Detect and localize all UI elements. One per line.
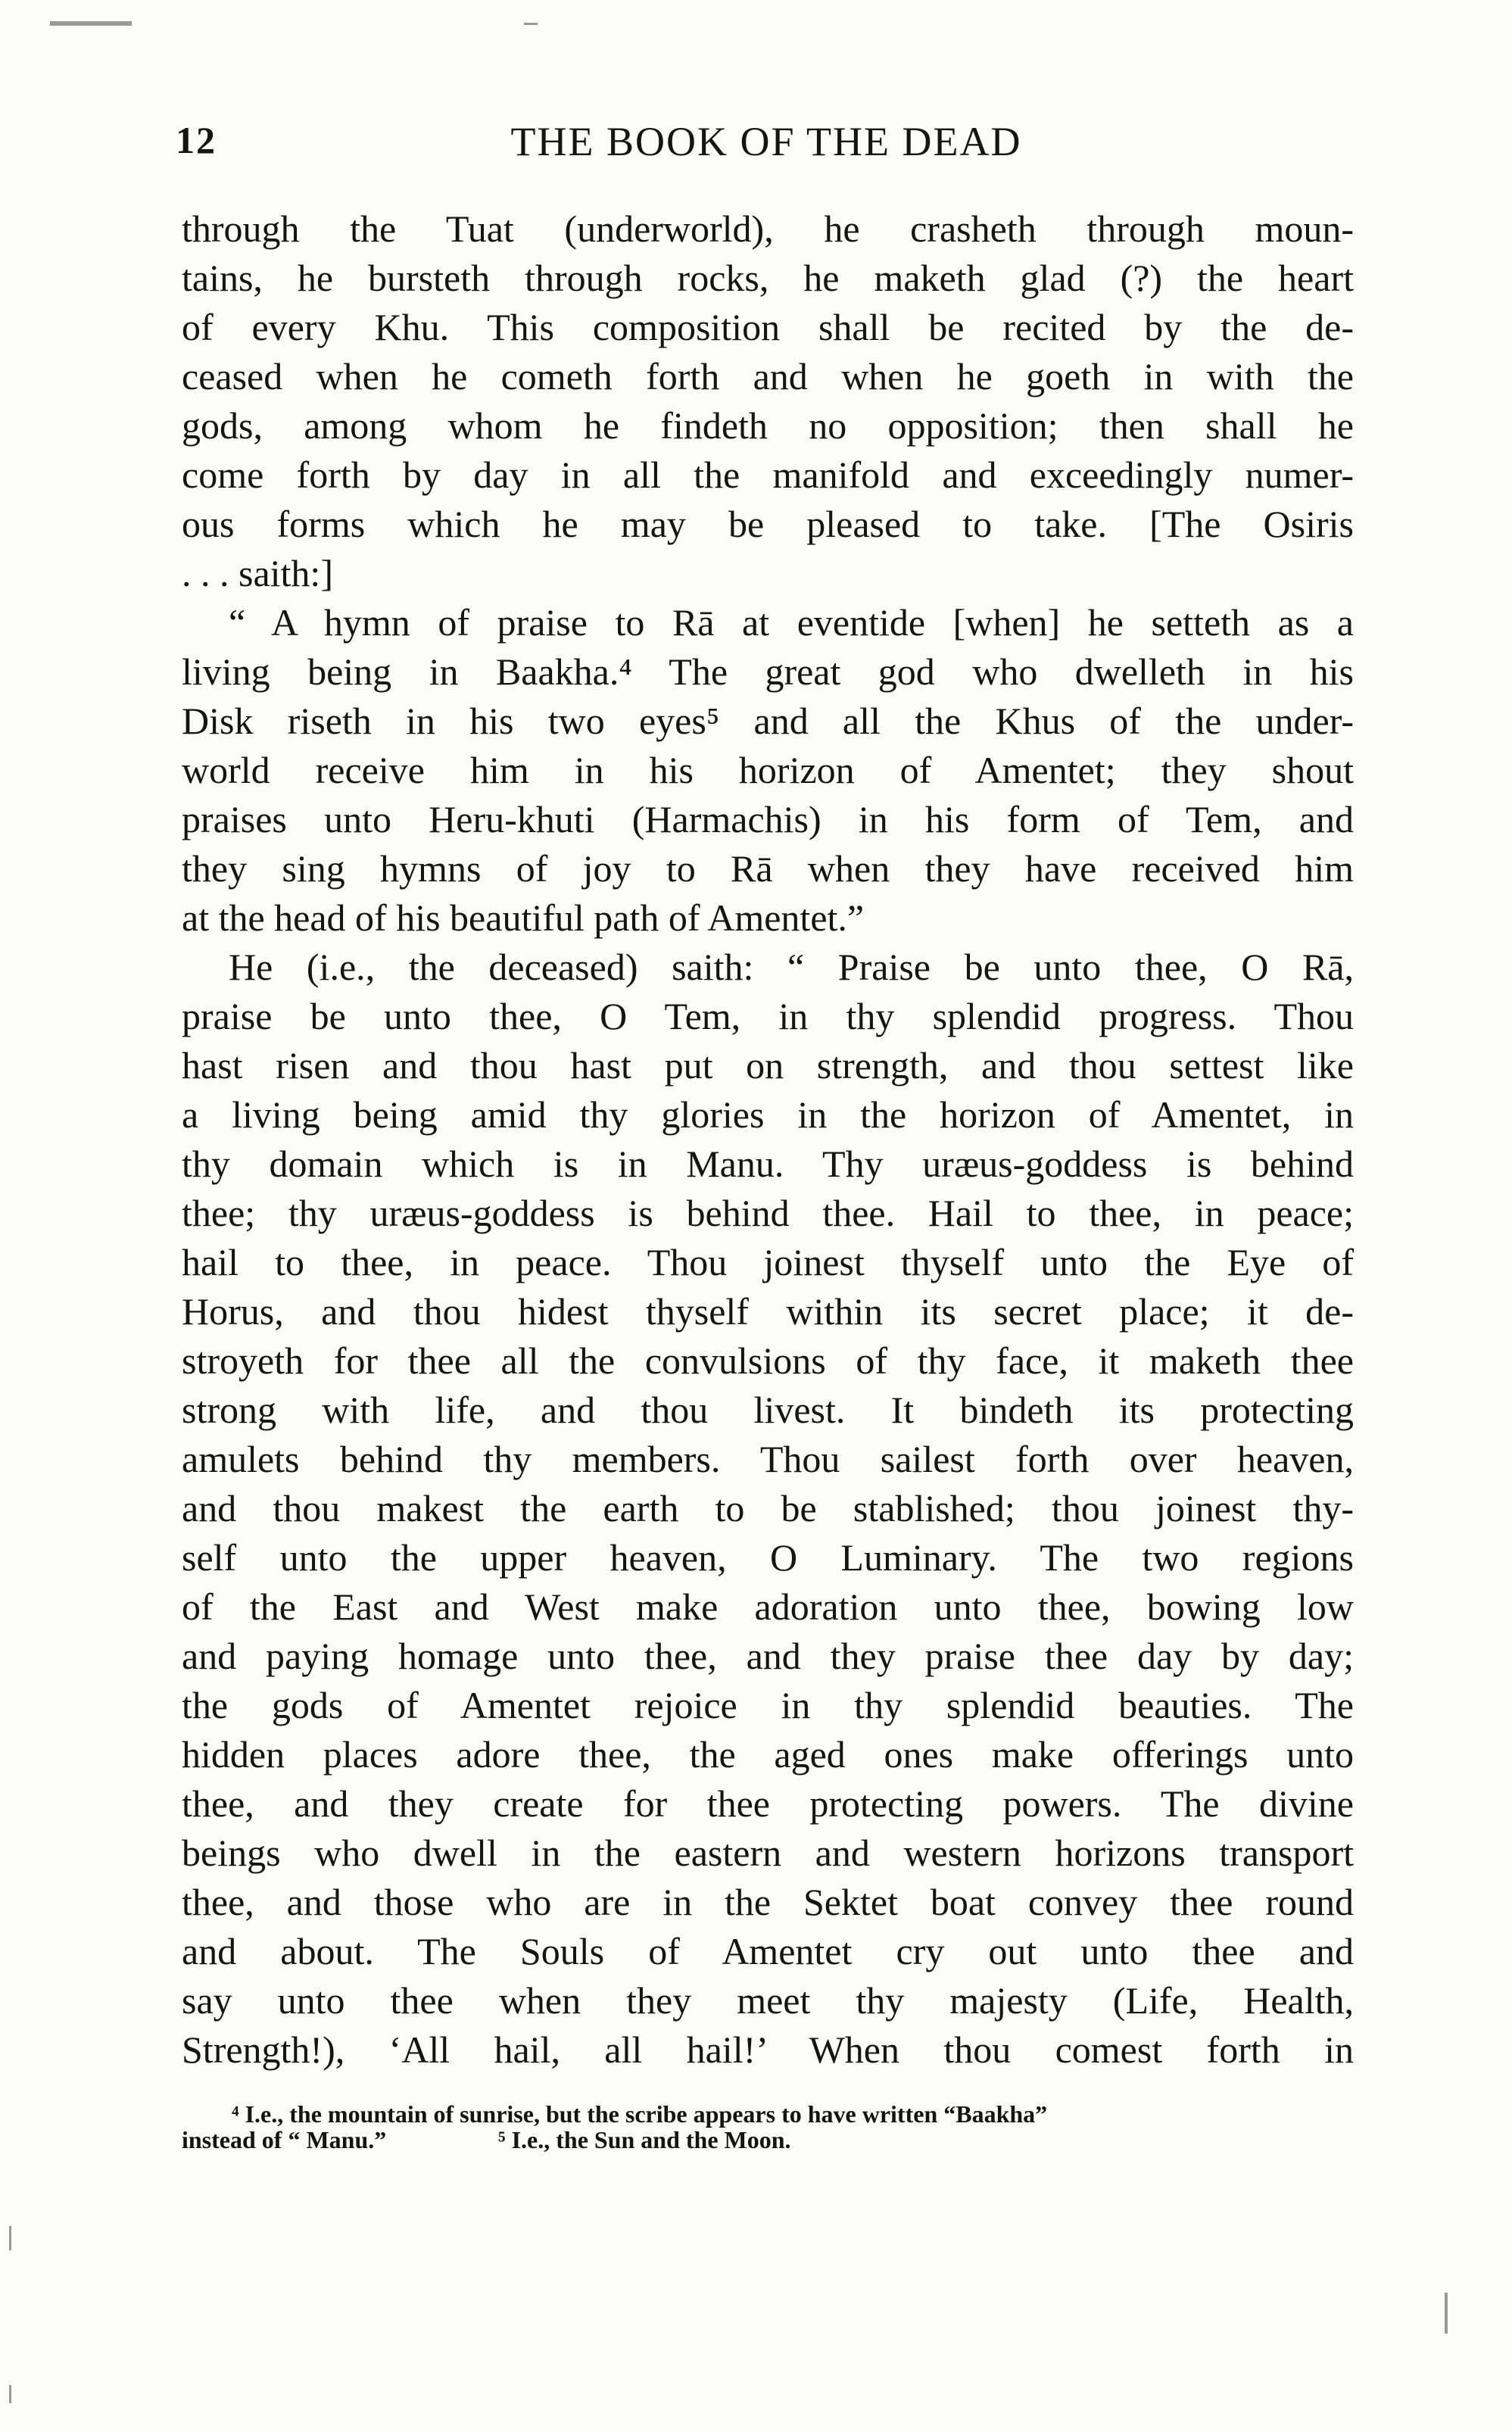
text-line: say unto thee when they meet thy majesty (Life, Health, xyxy=(182,1979,1354,2022)
text-line: thy domain which is in Manu. Thy uræus-goddess is behind xyxy=(182,1143,1354,1185)
text-line: world receive him in his horizon of Amentet; they shout xyxy=(182,749,1354,791)
text-line: praises unto Heru-khuti (Harmachis) in his form of Tem, and xyxy=(182,798,1354,840)
scan-speck xyxy=(9,2226,11,2250)
text-line: and thou makest the earth to be stablished; thou joinest thy- xyxy=(182,1487,1354,1529)
text-line: “ A hymn of praise to Rā at eventide [when] he setteth as a xyxy=(229,601,1354,644)
text-line: thee, and they create for thee protecting powers. The divine xyxy=(182,1782,1354,1825)
text-line: stroyeth for thee all the convulsions of thy face, it maketh thee xyxy=(182,1339,1354,1382)
text-line: hidden places adore thee, the aged ones make offerings unto xyxy=(182,1733,1354,1776)
text-line: ceased when he cometh forth and when he goeth in with the xyxy=(182,355,1354,398)
footnote-line xyxy=(182,2127,1354,2153)
text-line: thee; thy uræus-goddess is behind thee. Hail to thee, in peace; xyxy=(182,1192,1354,1234)
text-line: Strength!), ‘All hail, all hail!’ When thou comest forth in xyxy=(182,2028,1354,2071)
footnotes xyxy=(182,2101,1354,2153)
footnote-text: ⁵ I.e., the Sun and the Moon. xyxy=(498,2126,791,2153)
page-number: 12 xyxy=(176,119,217,161)
text-line: thee, and those who are in the Sektet boat convey thee round xyxy=(182,1881,1354,1923)
text-line: gods, among whom he findeth no opposition; then shall he xyxy=(182,404,1354,447)
text-line: hail to thee, in peace. Thou joinest thyself unto the Eye of xyxy=(182,1241,1354,1283)
text-line: the gods of Amentet rejoice in thy splendid beauties. The xyxy=(182,1684,1354,1726)
text-line: tains, he bursteth through rocks, he maketh glad (?) the heart xyxy=(182,257,1354,299)
text-line: strong with life, and thou livest. It bindeth its protecting xyxy=(182,1389,1354,1431)
text-line: at the head of his beautiful path of Amentet.” xyxy=(182,896,865,939)
text-line: living being in Baakha.⁴ The great god who dwelleth in his xyxy=(182,650,1354,693)
body-text xyxy=(182,204,1354,2075)
text-line: of every Khu. This composition shall be recited by the de- xyxy=(182,306,1354,348)
scan-speck xyxy=(9,2385,11,2403)
text-line: Disk riseth in his two eyes⁵ and all the Khus of the under- xyxy=(182,700,1354,742)
text-line: come forth by day in all the manifold and exceedingly numer- xyxy=(182,454,1354,496)
text-line: beings who dwell in the eastern and western horizons transport xyxy=(182,1832,1354,1874)
text-line: through the Tuat (underworld), he crasheth through moun- xyxy=(182,207,1354,250)
text-line: praise be unto thee, O Tem, in thy splendid progress. Thou xyxy=(182,995,1354,1037)
text-line: of the East and West make adoration unto thee, bowing low xyxy=(182,1585,1354,1628)
footnote-line: ⁴ I.e., the mountain of sunrise, but the scribe appears to have written “Baakha” xyxy=(232,2100,1048,2128)
text-line: He (i.e., the deceased) saith: “ Praise be unto thee, O Rā, xyxy=(229,946,1354,988)
scan-speck xyxy=(524,23,538,25)
text-line: a living being amid thy glories in the horizon of Amentet, in xyxy=(182,1093,1354,1136)
text-line: and about. The Souls of Amentet cry out unto thee and xyxy=(182,1930,1354,1972)
footnote-text: instead of “ Manu.” xyxy=(182,2126,387,2153)
text-line: ous forms which he may be pleased to take. [The Osiris xyxy=(182,503,1354,545)
text-line: Horus, and thou hidest thyself within its secret place; it de- xyxy=(182,1290,1354,1333)
scan-speck xyxy=(1445,2293,1448,2334)
text-line: and paying homage unto thee, and they praise thee day by day; xyxy=(182,1635,1354,1677)
text-line: . . . saith:] xyxy=(182,552,333,594)
running-title: THE BOOK OF THE DEAD xyxy=(510,119,1022,164)
text-line: they sing hymns of joy to Rā when they have received him xyxy=(182,847,1354,890)
text-line: self unto the upper heaven, O Luminary. The two regions xyxy=(182,1536,1354,1579)
text-line: amulets behind thy members. Thou sailest forth over heaven, xyxy=(182,1438,1354,1480)
text-line: hast risen and thou hast put on strength, and thou settest like xyxy=(182,1044,1354,1087)
page-header xyxy=(176,112,1357,173)
scan-speck xyxy=(50,21,132,26)
